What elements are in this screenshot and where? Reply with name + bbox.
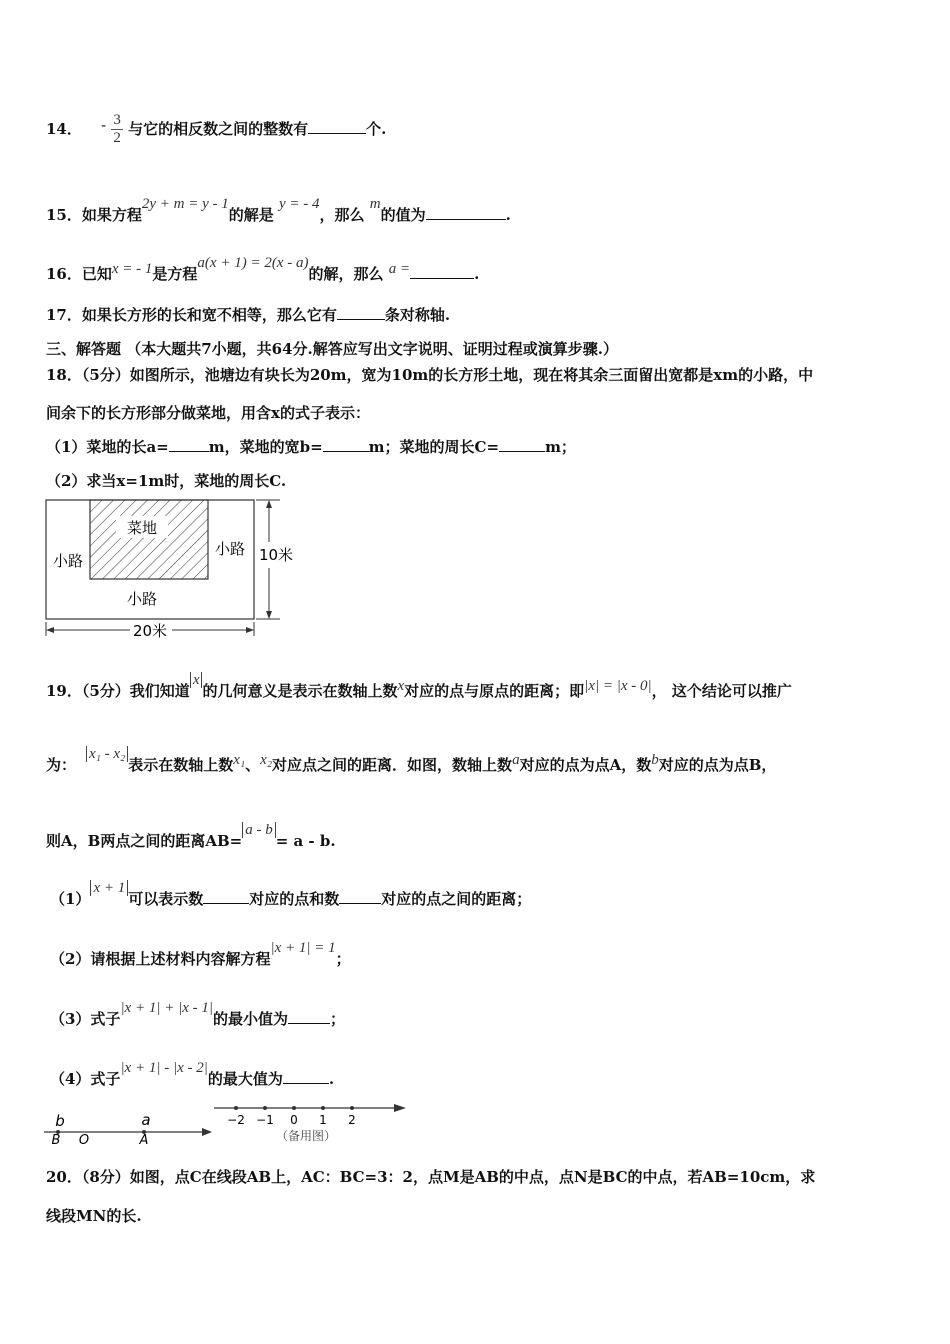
arrowhead	[246, 627, 254, 633]
q16-solution: x = - 1	[111, 261, 153, 277]
q15-label: 15．如果方程	[46, 206, 142, 224]
tick-group	[227, 1106, 356, 1127]
q19-line-3: 则A，B两点之间的距离AB=a - b= a - b.	[46, 822, 336, 850]
q19-line-2	[46, 746, 776, 775]
q19-line-1	[46, 672, 792, 701]
q19-text-c: 对应的点与原点的距离；即	[404, 682, 585, 700]
q19-p4-expression: |x + 1| - |x - 2|	[120, 1060, 208, 1076]
abs-x: x	[190, 672, 203, 688]
var-x1: x₁	[233, 752, 246, 768]
q19-p1-text-c: 对应的点和数	[249, 890, 340, 908]
q19-l2-text-e: 对应的点为点A，数	[519, 756, 652, 774]
q19-part-2	[50, 940, 351, 969]
number-line-backup	[208, 1098, 418, 1148]
q19-part-3	[50, 1000, 345, 1029]
q18-p1-text-a: （1）菜地的长a=	[46, 438, 169, 456]
arrowhead	[394, 1104, 406, 1112]
tick-label: −2	[227, 1113, 245, 1127]
q18-part-1	[46, 436, 576, 457]
var-b: b	[651, 752, 659, 768]
answer-blank[interactable]	[308, 119, 366, 134]
q19-p2-end: ；	[335, 950, 351, 968]
q19-p3-expression: |x + 1| + |x - 1|	[120, 1000, 213, 1016]
width-label: 20米	[132, 622, 168, 640]
q19-p4-text: （4）式子	[50, 1070, 121, 1088]
q18-p1-text-c: m；菜地的周长C=	[368, 438, 500, 456]
q19-text-b: 的几何意义是表示在数轴上数	[202, 682, 398, 700]
label-A: A	[139, 1133, 149, 1146]
garden-rectangle	[90, 500, 208, 579]
q17-text: 17．如果长方形的长和宽不相等，那么它有	[46, 306, 337, 324]
q15-variable: m	[369, 196, 381, 212]
q18-line-2: 间余下的长方形部分做菜地，用含x的式子表示：	[46, 404, 370, 422]
var-x2: x₂	[260, 752, 273, 768]
answer-blank[interactable]	[203, 889, 249, 904]
arrowhead	[46, 627, 54, 633]
q15-equation: 2y + m = y - 1	[141, 196, 229, 212]
tick-mark	[321, 1106, 325, 1110]
answer-blank[interactable]	[323, 437, 369, 452]
q15-text-b: ，那么	[319, 206, 365, 224]
q19-part-1	[50, 880, 531, 909]
var-a: a	[512, 752, 520, 768]
q19-l2-text-d: 对应点之间的距离．如图，数轴上数	[272, 756, 513, 774]
q15-text-c: 的值为	[380, 206, 426, 224]
q19-p4-text-b: 的最大值为	[207, 1070, 283, 1088]
abs-x1-x2: x₁ - x₂	[86, 746, 128, 762]
abs-equation: |x| = |x - 0|	[584, 678, 652, 694]
q17-text-end: 条对称轴.	[384, 306, 451, 324]
q19-text-d: ， 这个结论可以推广	[651, 682, 792, 700]
label-O: O	[78, 1133, 90, 1146]
q16-text-b: 的解，那么	[308, 265, 384, 283]
q14-text-end: 个.	[366, 120, 387, 138]
q16-equation: a(x + 1) = 2(x - a)	[197, 255, 309, 271]
arrowhead	[266, 611, 272, 619]
q19-p4-end: .	[328, 1070, 335, 1088]
answer-blank[interactable]	[337, 305, 385, 320]
backup-caption: （备用图）	[275, 1129, 337, 1143]
q15-solution: y = - 4	[279, 196, 320, 212]
answer-blank[interactable]	[283, 1069, 329, 1084]
q14-number: 14．	[46, 120, 82, 138]
q15-end: .	[505, 206, 511, 224]
q18-p1-text-d: m；	[545, 438, 576, 456]
q16-variable: a =	[388, 261, 411, 277]
number-line-ab	[40, 1106, 220, 1146]
q19-p1-text-d: 对应的点之间的距离；	[381, 890, 532, 908]
fraction-denominator: 2	[113, 130, 121, 146]
q19-p3-text-b: 的最小值为	[213, 1010, 289, 1028]
q19-l2-text-a: 为：	[46, 756, 77, 774]
q16-end: .	[474, 265, 480, 283]
q18-part-2: （2）求当x=1m时，菜地的周长C.	[46, 472, 287, 490]
q19-text-a: 19．（5分）我们知道	[46, 682, 190, 700]
label-b: b	[55, 1112, 65, 1130]
abs-x-plus-1: x + 1	[90, 880, 128, 896]
q19-part-4	[50, 1060, 334, 1089]
q19-p1-text-b: 可以表示数	[128, 890, 204, 908]
answer-blank[interactable]	[426, 205, 506, 220]
tick-label: 0	[290, 1113, 298, 1127]
q19-l3-text-a: 则A，B两点之间的距离AB=	[46, 832, 243, 850]
tick-mark	[292, 1106, 296, 1110]
label-B: B	[51, 1133, 61, 1146]
q18-p1-text-b: m，菜地的宽b=	[208, 438, 323, 456]
tick-mark	[234, 1106, 238, 1110]
tick-label: −1	[256, 1113, 274, 1127]
question-16	[46, 255, 479, 284]
label-a: a	[141, 1111, 151, 1129]
fraction-three-halves	[111, 112, 123, 147]
tick-label: 2	[348, 1113, 356, 1127]
answer-blank[interactable]	[169, 437, 209, 452]
question-17	[46, 304, 450, 325]
q19-p2-equation: |x + 1| = 1	[270, 940, 336, 956]
q19-p2-text: （2）请根据上述材料内容解方程	[50, 950, 271, 968]
question-15	[46, 196, 511, 225]
answer-blank[interactable]	[339, 889, 381, 904]
garden-figure	[40, 494, 300, 642]
q19-l2-text-b: 表示在数轴上数	[128, 756, 234, 774]
q16-label: 16．已知	[46, 265, 112, 283]
q19-p3-end: ；	[330, 1010, 346, 1028]
question-14	[46, 112, 386, 147]
q18-line-1: 18．（5分）如图所示，池塘边有块长为20m，宽为10m的长方形土地，现在将其余三面留出宽都是xm的小路，中	[46, 366, 814, 384]
path-right-label: 小路	[214, 540, 246, 558]
q19-p1-label: （1）	[50, 890, 91, 908]
q20-line-1: 20．（8分）如图，点C在线段AB上，AC：BC=3：2，点M是AB的中点，点N是BC的中点，若AB=10cm，求	[46, 1168, 816, 1186]
q16-text: 是方程	[152, 265, 198, 283]
q19-p3-text: （3）式子	[50, 1010, 121, 1028]
answer-blank[interactable]	[410, 264, 474, 279]
q19-l2-text-f: 对应的点为点B，	[658, 756, 777, 774]
garden-label: 菜地	[126, 519, 158, 537]
q14-text: 与它的相反数之间的整数有	[128, 120, 309, 138]
negative-sign: -	[101, 116, 107, 134]
answer-blank[interactable]	[499, 437, 545, 452]
answer-blank[interactable]	[288, 1009, 330, 1024]
height-label: 10米	[258, 546, 294, 564]
q15-text: 的解是	[228, 206, 274, 224]
tick-mark	[263, 1106, 267, 1110]
q19-l3-text-b: = a - b	[275, 832, 331, 850]
q19-l2-text-c: 、	[245, 756, 261, 774]
q20-line-2: 线段MN的长.	[46, 1207, 142, 1225]
var-x: x	[397, 678, 405, 694]
fraction-numerator: 3	[113, 112, 121, 128]
section-title: 三、解答题 （本大题共7小题，共64分.解答应写出文字说明、证明过程或演算步骤.）	[46, 340, 618, 358]
path-bottom-label: 小路	[126, 590, 158, 608]
arrowhead	[266, 500, 272, 508]
path-left-label: 小路	[52, 552, 84, 570]
tick-mark	[350, 1106, 354, 1110]
tick-label: 1	[319, 1113, 327, 1127]
abs-a-b: a - b	[242, 822, 276, 838]
